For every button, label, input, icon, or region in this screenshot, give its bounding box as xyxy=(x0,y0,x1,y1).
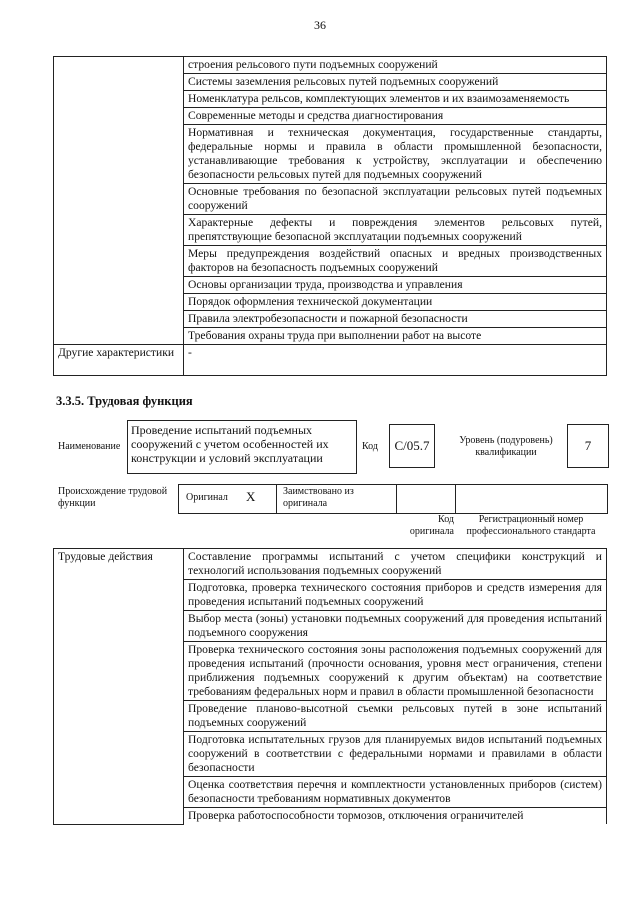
origin-label: Происхождение трудовой функции xyxy=(58,486,168,509)
original-mark: X xyxy=(246,489,256,504)
table-row: Номенклатура рельсов, комплектующих элементов и их взаимозаменяемость xyxy=(184,91,607,108)
code-label: Код xyxy=(362,441,378,452)
knowledge-table xyxy=(53,56,607,376)
origin-divider-3 xyxy=(455,484,456,513)
table-row: Составление программы испытаний с учетом специфики конструкций и технологий использования подъемных сооружений xyxy=(184,549,607,580)
table-row: Проверка технического состояния зоны расположения подъемных сооружений для проведения испытаний (прочности основания, уровня мест ограничения, степени приближения подъемных сооружений к другим объектам) на соответствие требованиям федеральных норм и правил в области промышленной безопасности xyxy=(184,642,607,701)
origin-divider-2 xyxy=(396,484,397,513)
other-characteristics-value: - xyxy=(184,345,607,376)
function-name-box: Проведение испытаний подъемных сооружений с учетом особенностей их конструкции и условий эксплуатации xyxy=(127,420,357,474)
table-row: Характерные дефекты и повреждения элементов рельсовых путей, препятствующие безопасной эксплуатации подъемных сооружений xyxy=(184,215,607,246)
table-row: строения рельсового пути подъемных сооружений xyxy=(184,57,607,74)
labor-actions-table xyxy=(53,548,607,825)
table-row: Выбор места (зоны) установки подъемных сооружений для проведения испытаний подъемного сооружения xyxy=(184,611,607,642)
table-row: Оценка соответствия перечня и комплектности установленных приборов (систем) безопасности требованиям нормативных документов xyxy=(184,777,607,808)
table-row: Требования охраны труда при выполнении работ на высоте xyxy=(184,328,607,345)
borrowed-label: Заимствовано из оригинала xyxy=(283,486,354,509)
reg-number-caption: Регистрационный номер профессионального стандарта xyxy=(466,514,596,537)
table-row: Правила электробезопасности и пожарной безопасности xyxy=(184,311,607,328)
table-row: Проверка работоспособности тормозов, отключения ограничителей xyxy=(184,808,607,825)
level-label: Уровень (подуровень) квалификации xyxy=(459,435,553,458)
table-row: Современные методы и средства диагностирования xyxy=(184,108,607,125)
table-row: Подготовка испытательных грузов для планируемых видов испытаний подъемных сооружений в соответствии с федеральными нормами и правилами в области безопасности xyxy=(184,732,607,777)
page-number: 36 xyxy=(314,18,326,32)
table-row: Нормативная и техническая документация, государственные стандарты, федеральные нормы и правила в области промышленной безопасности, устанавливающие требования к устройству, эксплуатации и обеспечению безопасности рельсовых путей для подъемных сооружений xyxy=(184,125,607,184)
origin-row xyxy=(178,484,608,514)
level-box: 7 xyxy=(567,424,609,468)
table-row: Меры предупреждения воздействий опасных и вредных производственных факторов на безопасность подъемных сооружений xyxy=(184,246,607,277)
original-label: Оригинал xyxy=(186,492,228,503)
name-label: Наименование xyxy=(58,441,121,452)
knowledge-label-cell xyxy=(54,57,184,345)
labor-actions-label: Трудовые действия xyxy=(54,549,184,825)
function-code-box: С/05.7 xyxy=(389,424,435,468)
table-row: Основы организации труда, производства и управления xyxy=(184,277,607,294)
table-row: Системы заземления рельсовых путей подъемных сооружений xyxy=(184,74,607,91)
other-characteristics-label: Другие характеристики xyxy=(54,345,184,376)
table-row: Основные требования по безопасной эксплуатации рельсовых путей подъемных сооружений xyxy=(184,184,607,215)
section-title: 3.3.5. Трудовая функция xyxy=(56,394,193,408)
table-row: Порядок оформления технической документации xyxy=(184,294,607,311)
origin-divider-1 xyxy=(276,484,277,513)
table-row: Проведение планово-высотной съемки рельсовых путей в зоне испытаний подъемных сооружений xyxy=(184,701,607,732)
table-row: Подготовка, проверка технического состояния приборов и средств измерения для проведения испытаний подъемных сооружений xyxy=(184,580,607,611)
code-original-caption: Код оригинала xyxy=(409,514,454,537)
